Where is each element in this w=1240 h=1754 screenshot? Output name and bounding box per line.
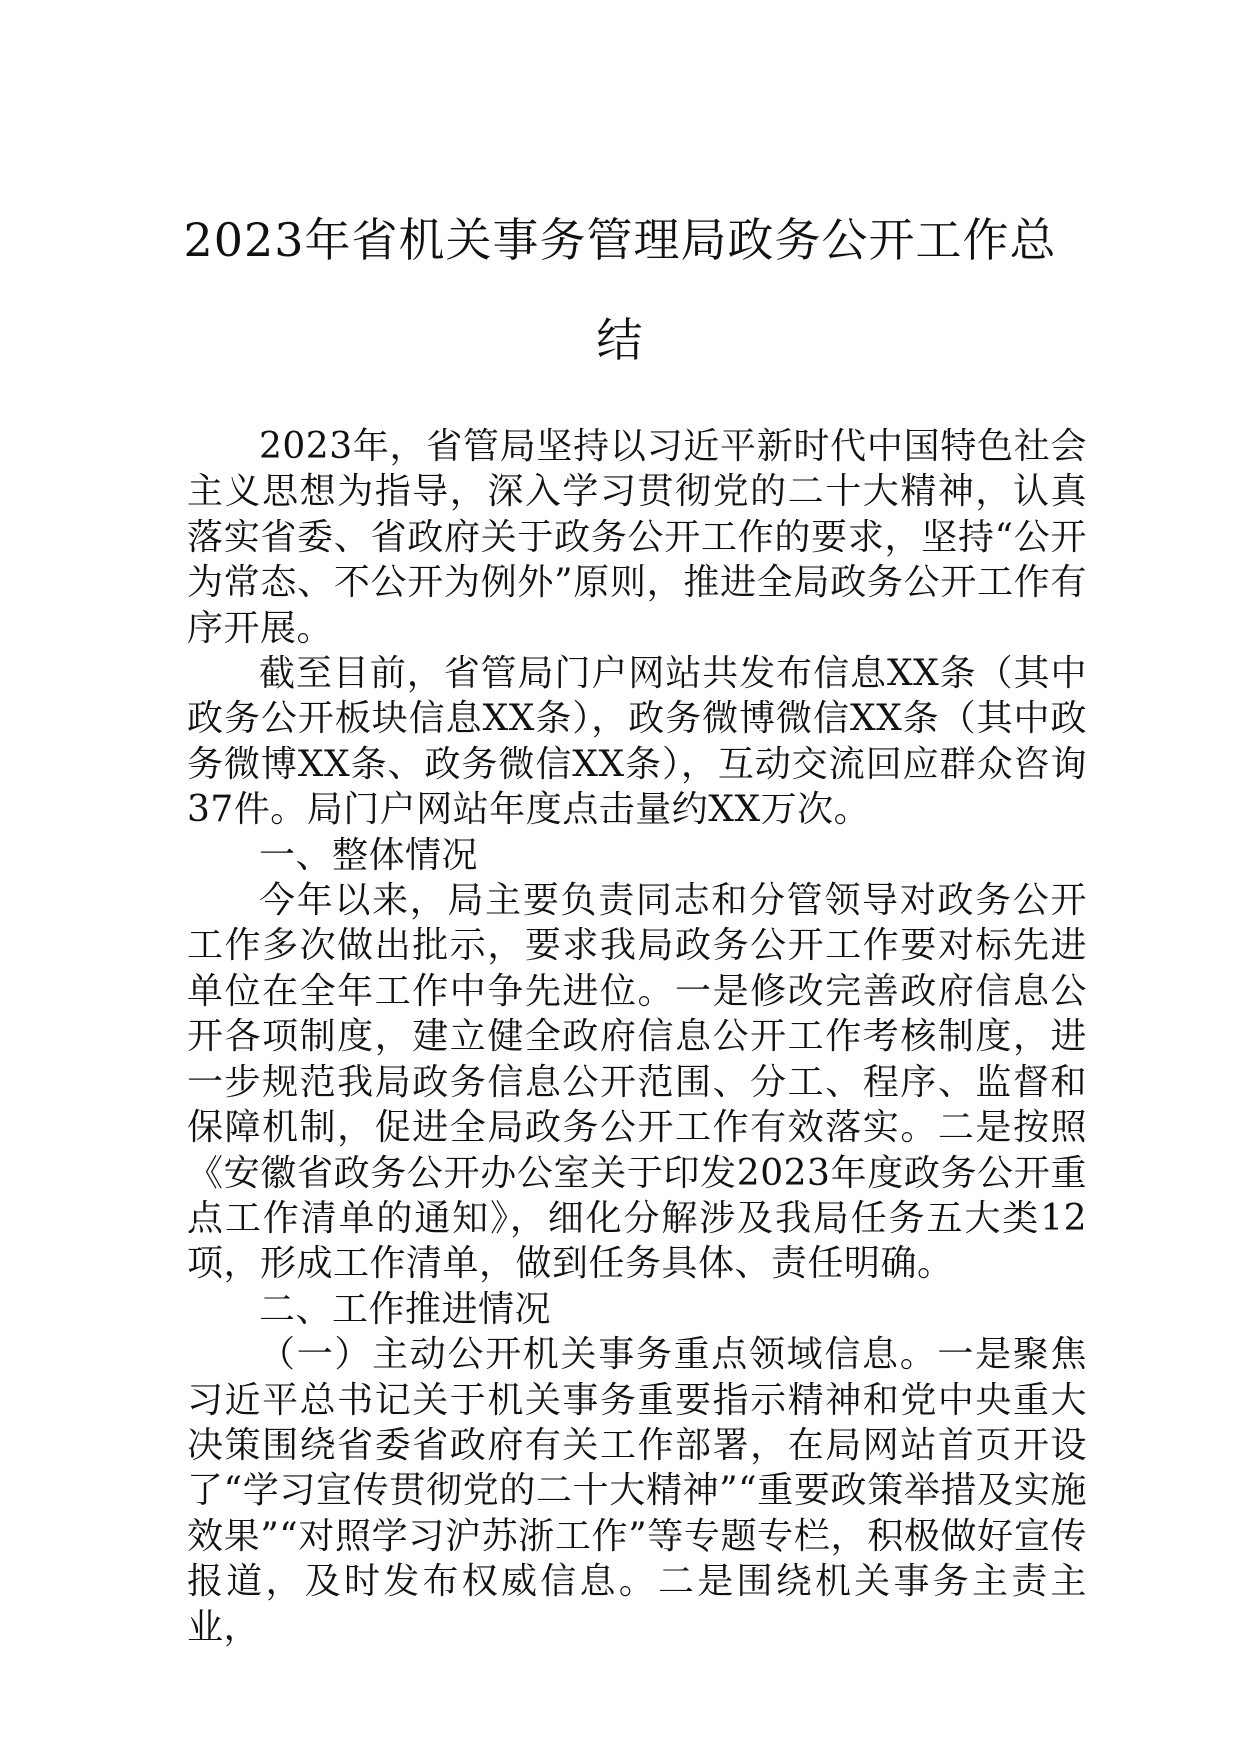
overall-paragraph: 今年以来，局主要负责同志和分管领导对政务公开工作多次做出批示，要求我局政务公开工作要对标先进单位在全年工作中争先进位。一是修改完善政府信息公开各项制度，建立健全政府信息公开工作考核制度，进一步规范我局政务信息公开范围、分工、程序、监督和保障机制，促进全局政务公开工作有效落实。二是按照《安徽省政务公开办公室关于印发2023年度政务公开重点工作清单的通知》，细化分解涉及我局任务五大类12项，形成工作清单，做到任务具体、责任明确。 [187, 880, 1087, 1285]
section-heading-progress: 二、工作推进情况 [259, 1288, 552, 1330]
progress-paragraph: （一）主动公开机关事务重点领域信息。一是聚焦习近平总书记关于机关事务重要指示精神和党中央重大决策围绕省委省政府有关工作部署，在局网站首页开设了“学习宣传贯彻党的二十大精神”“重要政策举措及实施效果”“对照学习沪苏浙工作”等专题专栏，积极做好宣传报道，及时发布权威信息。二是围绕机关事务主责主业， [187, 1334, 1087, 1648]
statistics-paragraph: 截至目前，省管局门户网站共发布信息XX条（其中政务公开板块信息XX条），政务微博微信XX条（其中政务微博XX条、政务微信XX条），互动交流回应群众咨询37件。局门户网站年度点击量约XX万次。 [187, 653, 1087, 831]
document-title [180, 190, 1060, 390]
document-body [187, 424, 1087, 1650]
document-title-line-1: 2023年省机关事务管理局政务公开工作总 [183, 213, 1057, 267]
section-heading-overall: 一、整体情况 [259, 834, 479, 876]
document-title-line-2: 结 [596, 313, 644, 367]
intro-paragraph: 2023年，省管局坚持以习近平新时代中国特色社会主义思想为指导，深入学习贯彻党的二十大精神，认真落实省委、省政府关于政务公开工作的要求，坚持“公开为常态、不公开为例外”原则，推进全局政务公开工作有序开展。 [187, 426, 1087, 649]
